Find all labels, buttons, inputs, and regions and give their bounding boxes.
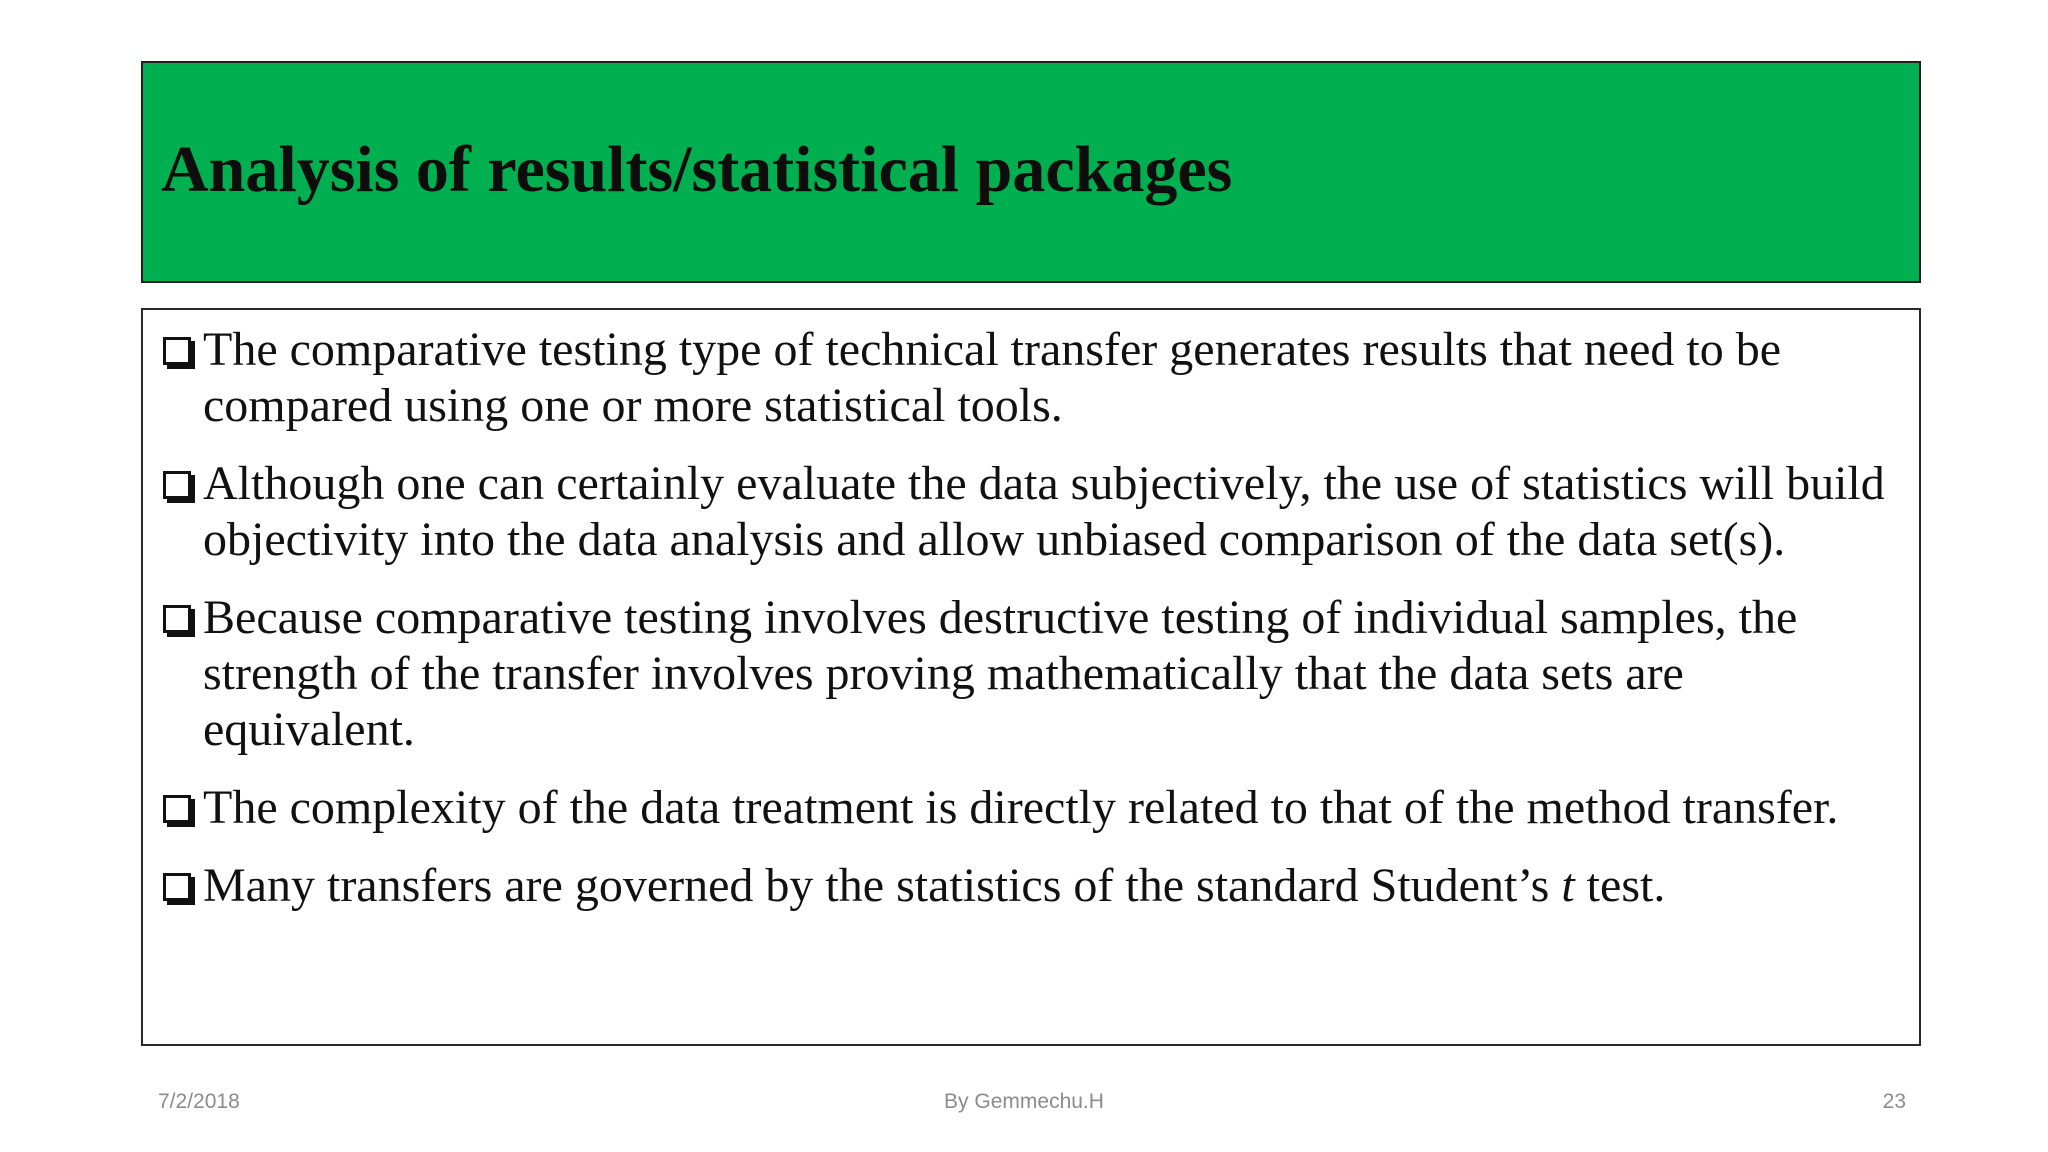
bullet-text-after: test. <box>1574 859 1666 912</box>
bullet-item <box>161 590 1901 758</box>
square-checkbox-icon <box>163 605 191 633</box>
square-checkbox-icon <box>163 873 191 901</box>
bullet-text: Although one can certainly evaluate the data subjectively, the use of statistics will build objectivity into the data analysis and allow unbiased comparison of the data set(s). <box>203 457 1885 566</box>
footer-page-number: 23 <box>1882 1090 1906 1113</box>
bullet-text-before: Many transfers are governed by the statistics of the standard Student’s <box>203 859 1562 912</box>
footer-author: By Gemmechu.H <box>944 1090 1104 1113</box>
square-checkbox-icon <box>163 795 191 823</box>
slide-title: Analysis of results/statistical packages <box>161 133 1233 206</box>
bullet-list <box>161 322 1901 914</box>
footer-date: 7/2/2018 <box>158 1090 240 1113</box>
bullet-item <box>161 780 1901 836</box>
bullet-item <box>161 456 1901 568</box>
bullet-text: Because comparative testing involves destructive testing of individual samples, the strength of the transfer involves proving mathematically that the data sets are equivalent. <box>203 591 1798 756</box>
bullet-text: The complexity of the data treatment is directly related to that of the method transfer. <box>203 781 1839 834</box>
title-banner <box>141 61 1921 283</box>
bullet-text-italic: t <box>1561 859 1575 912</box>
bullet-item <box>161 322 1901 434</box>
bullet-item <box>161 858 1901 914</box>
square-checkbox-icon <box>163 337 191 365</box>
bullet-text: The comparative testing type of technical transfer generates results that need to be compared using one or more statistical tools. <box>203 323 1782 432</box>
square-checkbox-icon <box>163 471 191 499</box>
content-box <box>141 308 1921 1046</box>
